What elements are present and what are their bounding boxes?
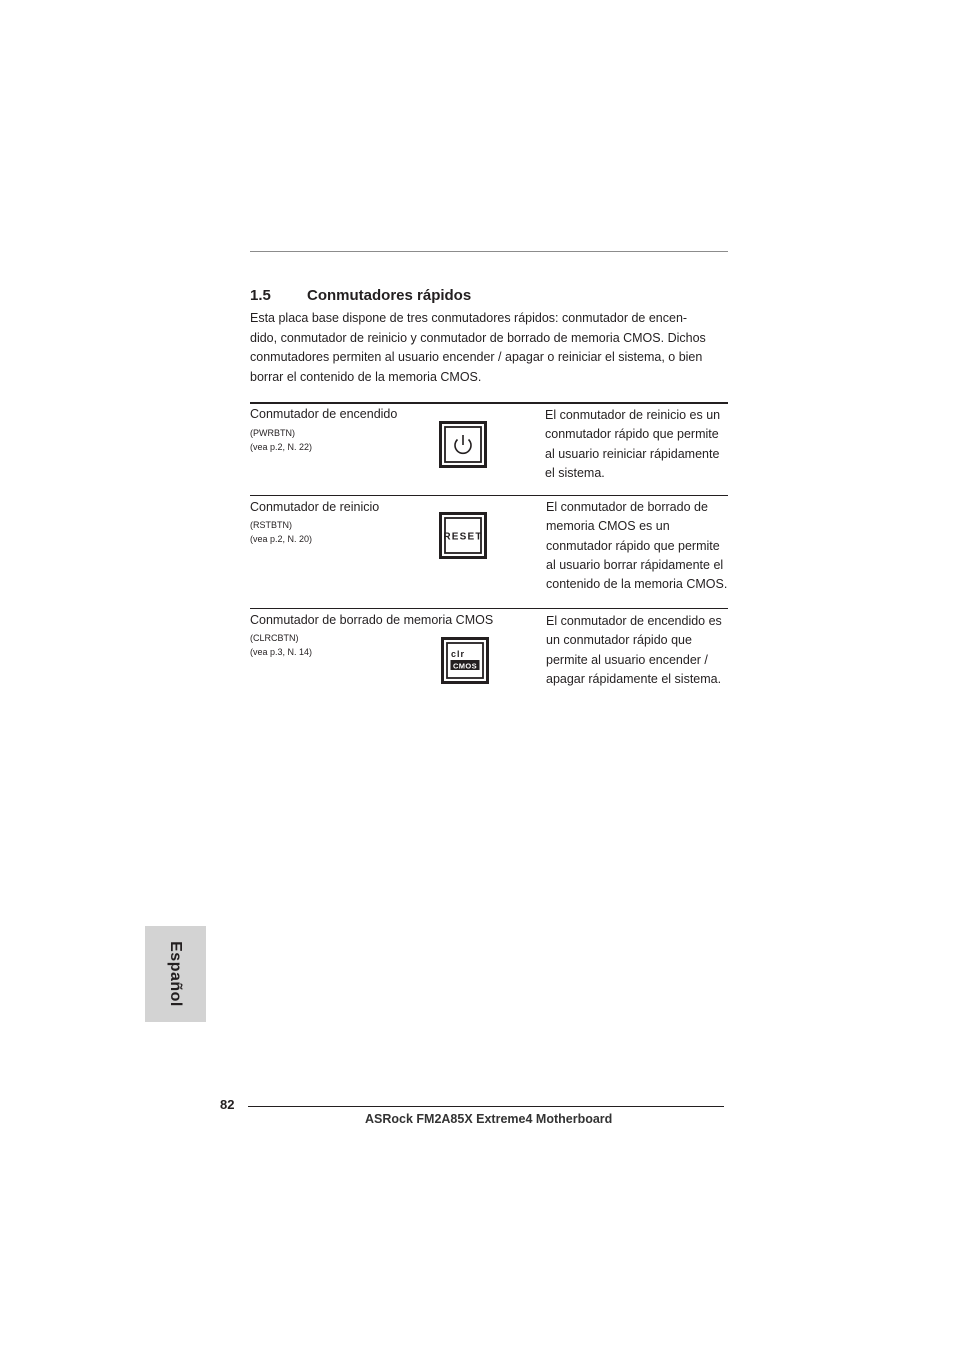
description-line: contenido de la memoria CMOS.	[546, 577, 728, 592]
description-line: conmutador rápido que permite	[546, 538, 720, 553]
description-line: permite al usuario encender /	[546, 652, 708, 667]
switch-reference: (vea p.2, N. 20)	[250, 534, 313, 544]
clr-label: clr	[451, 649, 466, 659]
power-icon	[439, 421, 485, 465]
clear-cmos-icon	[441, 637, 487, 681]
intro-line: borrar el contenido de la memoria CMOS.	[250, 369, 482, 384]
language-label: Español	[167, 941, 185, 1007]
description-line: un conmutador rápido que	[546, 633, 692, 648]
table-rule-top	[250, 402, 728, 404]
footer-product: ASRock FM2A85X Extreme4 Motherboard	[365, 1112, 613, 1126]
description-line: apagar rápidamente el sistema.	[546, 671, 722, 686]
switch-reference: (vea p.2, N. 22)	[250, 442, 313, 452]
description-line: memoria CMOS es un	[546, 519, 670, 534]
description-line: al usuario borrar rápidamente el	[546, 557, 724, 572]
switch-code: (RSTBTN)	[250, 520, 292, 530]
header-rule	[250, 251, 728, 252]
description-line: el sistema.	[545, 465, 605, 480]
table-rule	[250, 495, 728, 496]
description-line: conmutador rápido que permite	[545, 427, 719, 442]
switch-name: Conmutador de encendido	[250, 407, 398, 421]
switch-name: Conmutador de reinicio	[250, 500, 380, 514]
section-heading	[250, 287, 471, 304]
switch-description	[545, 406, 720, 483]
intro-paragraph	[250, 309, 730, 387]
description-line: al usuario reiniciar rápidamente	[545, 446, 720, 461]
table-rule	[250, 608, 728, 609]
reset-icon-label: RESET	[443, 531, 483, 543]
section-number: 1.5	[250, 287, 271, 304]
switch-code: (CLRCBTN)	[250, 633, 299, 643]
cmos-label: CMOS	[452, 661, 478, 671]
switch-description	[546, 612, 722, 689]
intro-line: conmutadores permiten al usuario encender / apagar o reiniciar el sistema, o bien	[250, 350, 703, 364]
footer-rule	[248, 1106, 724, 1107]
description-line: El conmutador de reinicio es un	[545, 408, 721, 422]
switch-name: Conmutador de borrado de memoria CMOS	[250, 613, 494, 627]
description-line: El conmutador de borrado de	[546, 500, 708, 514]
section-title: Conmutadores rápidos	[307, 287, 472, 304]
reset-icon	[439, 512, 485, 556]
switch-reference: (vea p.3, N. 14)	[250, 647, 313, 657]
page-number: 82	[220, 1097, 235, 1112]
language-tab	[145, 926, 206, 1022]
switch-description	[546, 498, 727, 594]
description-line: El conmutador de encendido es	[546, 614, 722, 628]
intro-line: dido, conmutador de reinicio y conmutador de borrado de memoria CMOS. Dichos	[250, 330, 706, 345]
intro-line: Esta placa base dispone de tres conmutadores rápidos: conmutador de encen-	[250, 311, 688, 325]
switch-code: (PWRBTN)	[250, 428, 295, 438]
